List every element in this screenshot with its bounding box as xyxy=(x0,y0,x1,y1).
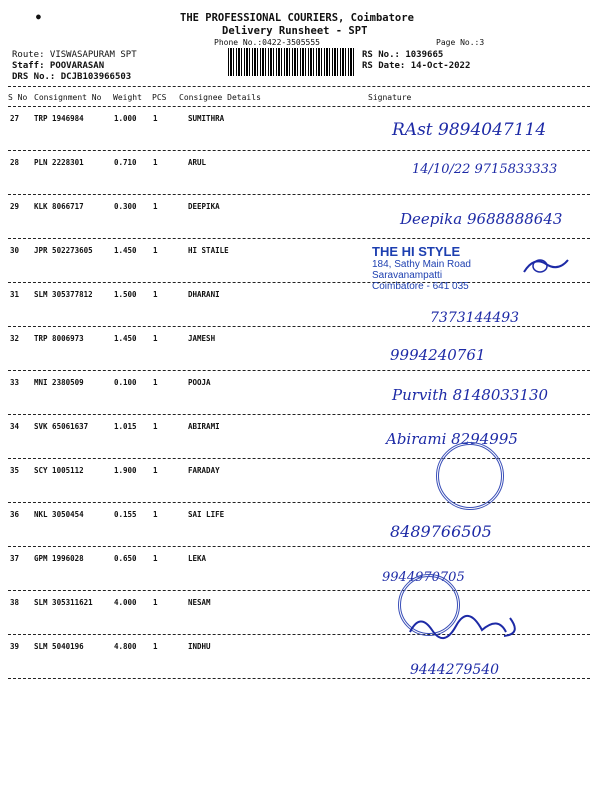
consignee-cell: ARUL xyxy=(188,158,207,167)
pcs-cell: 1 xyxy=(153,334,158,343)
pcs-cell: 1 xyxy=(153,422,158,431)
consignee-cell: DEEPIKA xyxy=(188,202,220,211)
column-pcs: PCS xyxy=(152,93,167,102)
company-round-stamp xyxy=(436,442,504,510)
stamp-emblem-icon xyxy=(522,254,570,276)
weight-cell: 0.155 xyxy=(114,510,137,519)
consignment-cell: NKL 3050454 xyxy=(34,510,84,519)
consignee-cell: NESAM xyxy=(188,598,211,607)
consignee-cell: SAI LIFE xyxy=(188,510,225,519)
consignment-cell: GPM 1996028 xyxy=(34,554,84,563)
row-divider xyxy=(8,194,590,195)
header-divider-bottom xyxy=(8,106,590,107)
sno-cell: 29 xyxy=(10,202,20,211)
stamp-line-2: 184, Sathy Main Road xyxy=(372,259,471,270)
consignment-cell: JPR 502273605 xyxy=(34,246,93,255)
sno-cell: 35 xyxy=(10,466,20,475)
weight-cell: 1.000 xyxy=(114,114,137,123)
header-divider-top xyxy=(8,86,590,87)
weight-cell: 1.015 xyxy=(114,422,137,431)
sno-cell: 32 xyxy=(10,334,20,343)
rs-number: RS No.: 1039665 xyxy=(362,50,444,60)
weight-cell: 0.710 xyxy=(114,158,137,167)
weight-cell: 0.300 xyxy=(114,202,137,211)
row-divider xyxy=(8,590,590,591)
sno-cell: 36 xyxy=(10,510,20,519)
consignee-cell: HI STAILE xyxy=(188,246,229,255)
row-divider xyxy=(8,282,590,283)
stamp-line-3: Saravanampatti xyxy=(372,270,443,281)
consignment-cell: SLM 5040196 xyxy=(34,642,84,651)
row-divider xyxy=(8,546,590,547)
drs-number: DRS No.: DCJB103966503 xyxy=(12,72,132,82)
row-divider xyxy=(8,150,590,151)
column-signature: Signature xyxy=(368,93,412,102)
signature-row-34: Abirami 8294995 xyxy=(386,430,518,448)
weight-cell: 1.450 xyxy=(114,334,137,343)
signature-row-27: RAst 9894047114 xyxy=(392,120,547,140)
pcs-cell: 1 xyxy=(153,158,158,167)
stamp-line-4: Coimbatore - 641 035 xyxy=(372,281,469,292)
weight-cell: 4.000 xyxy=(114,598,137,607)
barcode-image xyxy=(228,48,356,76)
consignee-cell: SUMITHRA xyxy=(188,114,225,123)
sno-cell: 39 xyxy=(10,642,20,651)
weight-cell: 0.650 xyxy=(114,554,137,563)
sno-cell: 38 xyxy=(10,598,20,607)
sno-cell: 31 xyxy=(10,290,20,299)
pcs-cell: 1 xyxy=(153,598,158,607)
pcs-cell: 1 xyxy=(153,510,158,519)
pcs-cell: 1 xyxy=(153,466,158,475)
consignment-cell: KLK 8066717 xyxy=(34,202,84,211)
column-consignment: Consignment No xyxy=(34,93,102,102)
row-divider xyxy=(8,370,590,371)
consignment-cell: TRP 8006973 xyxy=(34,334,84,343)
row-divider xyxy=(8,502,590,503)
consignment-cell: SCY 1005112 xyxy=(34,466,84,475)
sno-cell: 37 xyxy=(10,554,20,563)
consignee-cell: INDHU xyxy=(188,642,211,651)
rs-date: RS Date: 14-Oct-2022 xyxy=(362,61,471,71)
bullet-mark: ● xyxy=(36,12,41,21)
signature-row-31: 7373144493 xyxy=(430,310,520,326)
consignee-cell: LEKA xyxy=(188,554,207,563)
consignee-cell: FARADAY xyxy=(188,466,220,475)
consignee-cell: JAMESH xyxy=(188,334,216,343)
sno-cell: 34 xyxy=(10,422,20,431)
pcs-cell: 1 xyxy=(153,246,158,255)
sno-cell: 30 xyxy=(10,246,20,255)
weight-cell: 1.450 xyxy=(114,246,137,255)
consignee-cell: DHARANI xyxy=(188,290,220,299)
signature-row-33: Purvith 8148033130 xyxy=(392,386,549,404)
consignment-cell: SVK 65061637 xyxy=(34,422,89,431)
consignment-cell: MNI 2380509 xyxy=(34,378,84,387)
stamp-line-1: THE HI STYLE xyxy=(372,244,461,259)
column-sno: S No xyxy=(8,93,28,102)
weight-cell: 0.100 xyxy=(114,378,137,387)
row-divider xyxy=(8,458,590,459)
consignee-cell: POOJA xyxy=(188,378,211,387)
pcs-cell: 1 xyxy=(153,290,158,299)
column-weight: Weight xyxy=(113,93,142,102)
consignment-cell: PLN 2228301 xyxy=(34,158,84,167)
pcs-cell: 1 xyxy=(153,114,158,123)
signature-row-36: 8489766505 xyxy=(390,522,492,541)
pcs-cell: 1 xyxy=(153,202,158,211)
pcs-cell: 1 xyxy=(153,378,158,387)
staff-label: Staff: POOVARASAN xyxy=(12,61,105,71)
sno-cell: 28 xyxy=(10,158,20,167)
consignee-cell: ABIRAMI xyxy=(188,422,220,431)
hi-style-stamp xyxy=(372,244,471,292)
weight-cell: 1.500 xyxy=(114,290,137,299)
row-divider xyxy=(8,326,590,327)
signature-row-39: 9444279540 xyxy=(410,662,500,678)
signature-row-38-scribble xyxy=(406,612,526,646)
weight-cell: 1.900 xyxy=(114,466,137,475)
pcs-cell: 1 xyxy=(153,642,158,651)
consignment-cell: SLM 305377812 xyxy=(34,290,93,299)
sno-cell: 27 xyxy=(10,114,20,123)
row-divider xyxy=(8,678,590,679)
signature-row-32: 9994240761 xyxy=(390,346,486,364)
company-title: THE PROFESSIONAL COURIERS, Coimbatore xyxy=(180,12,414,24)
row-divider xyxy=(8,238,590,239)
sno-cell: 33 xyxy=(10,378,20,387)
consignment-cell: SLM 305311621 xyxy=(34,598,93,607)
signature-row-28: 14/10/22 9715833333 xyxy=(412,162,558,177)
pcs-cell: 1 xyxy=(153,554,158,563)
page-number: Page No.:3 xyxy=(436,38,485,47)
signature-row-29: Deepika 9688888643 xyxy=(400,210,563,228)
phone-number: Phone No.:0422-3505555 xyxy=(214,38,320,47)
route-label: Route: VISWASAPURAM SPT xyxy=(12,50,137,60)
consignment-cell: TRP 1946984 xyxy=(34,114,84,123)
column-consignee: Consignee Details xyxy=(179,93,261,102)
weight-cell: 4.800 xyxy=(114,642,137,651)
signature-row-37: 9944970705 xyxy=(382,570,465,585)
runsheet-subtitle: Delivery Runsheet - SPT xyxy=(222,25,368,37)
row-divider xyxy=(8,414,590,415)
